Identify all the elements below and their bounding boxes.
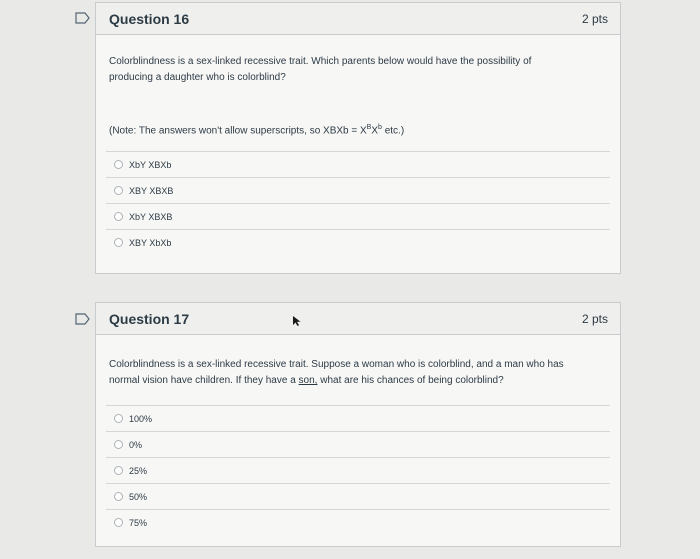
answer-option[interactable] — [106, 203, 610, 229]
answer-label: 50% — [129, 491, 148, 502]
answer-label: XBY XbXb — [129, 237, 172, 248]
mouse-cursor-icon — [292, 314, 302, 332]
answer-label: 25% — [129, 465, 148, 476]
question-title: Question 16 — [109, 10, 190, 27]
question-text-line: Colorblindness is a sex-linked recessive trait. Which parents below would have the possibility of — [109, 56, 532, 67]
note-text: X — [371, 125, 379, 137]
answer-option[interactable] — [106, 229, 610, 255]
radio-button[interactable] — [114, 186, 123, 195]
radio-button[interactable] — [114, 518, 123, 527]
question-points: 2 pts — [581, 311, 608, 326]
question-points: 2 pts — [581, 11, 608, 26]
answer-option[interactable] — [106, 405, 610, 431]
question-17-card — [95, 302, 621, 547]
note-superscript: B — [366, 124, 372, 131]
radio-button[interactable] — [114, 160, 123, 169]
question-header — [96, 3, 620, 35]
answer-label: 0% — [129, 439, 143, 450]
radio-button[interactable] — [114, 440, 123, 449]
answer-option[interactable] — [106, 509, 610, 535]
question-text-part: what are his chances of being colorblind? — [317, 375, 504, 386]
question-title: Question 17 — [109, 310, 190, 327]
radio-button[interactable] — [114, 492, 123, 501]
note-text: (Note: The answers won't allow superscripts, so XBXb = X — [109, 125, 367, 137]
answer-option[interactable] — [106, 483, 610, 509]
answer-option[interactable] — [106, 431, 610, 457]
flag-question-icon[interactable] — [73, 11, 93, 25]
question-header — [96, 303, 620, 335]
answer-label: XbY XBXb — [129, 159, 172, 170]
radio-button[interactable] — [114, 466, 123, 475]
answer-label: XBY XBXB — [129, 185, 174, 196]
answer-list — [106, 405, 610, 535]
answer-label: 100% — [129, 413, 153, 424]
radio-button[interactable] — [114, 238, 123, 247]
question-text — [96, 54, 620, 86]
question-text-line: Colorblindness is a sex-linked recessive trait. Suppose a woman who is colorblind, and a man who has — [109, 359, 564, 370]
question-text — [96, 357, 620, 389]
answer-option[interactable] — [106, 457, 610, 483]
answer-list — [106, 151, 610, 255]
question-16-card — [95, 2, 621, 274]
question-text-emphasis: son, — [298, 375, 318, 386]
answer-option[interactable] — [106, 177, 610, 203]
flag-question-icon[interactable] — [73, 312, 93, 326]
note-superscript: b — [378, 124, 382, 131]
radio-button[interactable] — [114, 414, 123, 423]
answer-option[interactable] — [106, 151, 610, 177]
note-text: etc.) — [381, 125, 405, 137]
answer-label: XbY XBXB — [129, 211, 173, 222]
question-text-line — [109, 373, 607, 389]
question-text-part: normal vision have children. If they have a — [109, 375, 299, 386]
answer-label: 75% — [129, 517, 148, 528]
question-text-line: producing a daughter who is colorblind? — [109, 72, 286, 83]
question-note — [96, 120, 620, 139]
radio-button[interactable] — [114, 212, 123, 221]
